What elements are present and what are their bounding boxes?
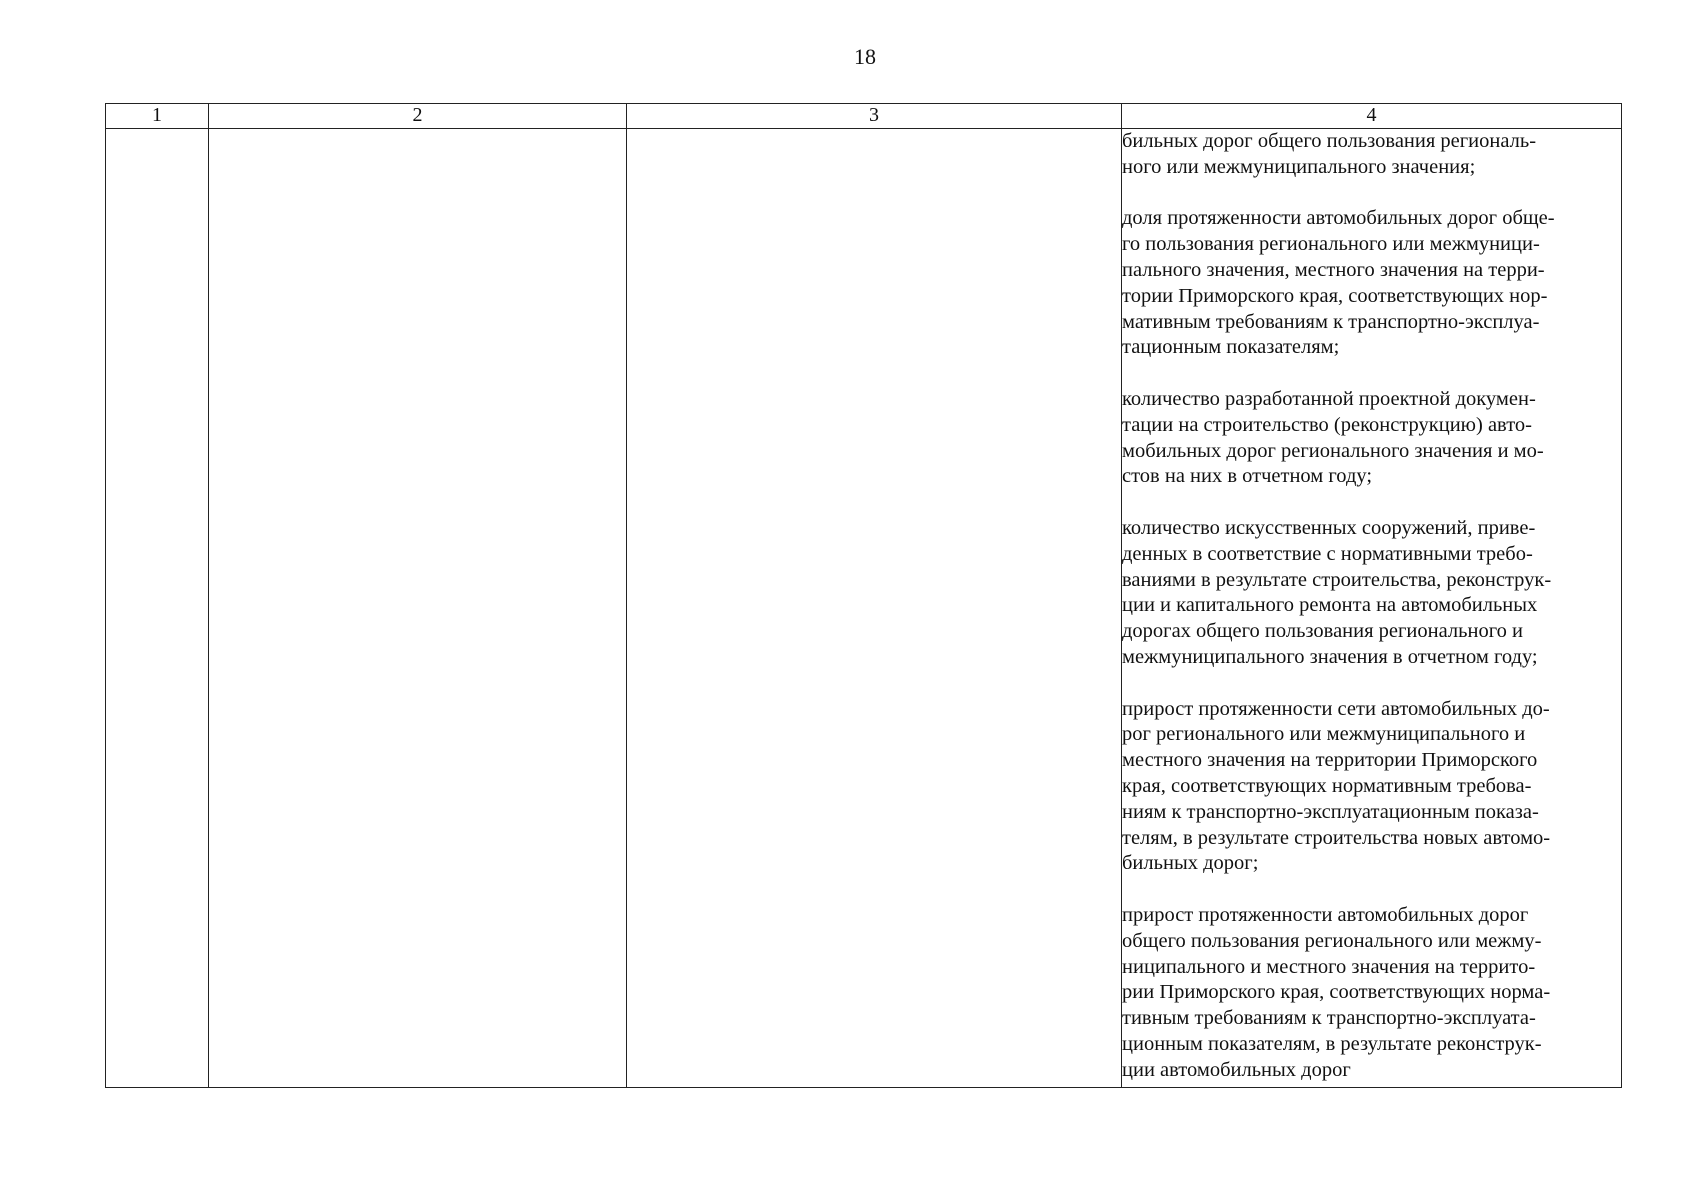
indicator-paragraph <box>1122 206 1621 361</box>
text-line: денных в соответствие с нормативными требо- <box>1122 542 1533 565</box>
column-header-2: 2 <box>209 104 627 129</box>
text-line: прирост протяженности сети автомобильных до- <box>1122 697 1550 720</box>
indicator-paragraph <box>1122 697 1621 878</box>
column-header-3: 3 <box>627 104 1122 129</box>
text-line: доля протяженности автомобильных дорог обще- <box>1122 207 1555 230</box>
cell-column-2 <box>209 129 627 1088</box>
text-line: прирост протяженности автомобильных дорог <box>1122 903 1529 926</box>
text-line: телям, в результате строительства новых автомо- <box>1122 826 1551 849</box>
page-number: 18 <box>854 44 876 69</box>
indicator-paragraph <box>1122 516 1621 671</box>
text-line: ционным показателям, в результате реконструк- <box>1122 1032 1542 1055</box>
text-line: общего пользования регионального или межму- <box>1122 929 1542 952</box>
text-line: тационным показателям; <box>1122 336 1340 359</box>
text-line: тивным требованиям к транспортно-эксплуата- <box>1122 1007 1536 1030</box>
text-line: тации на строительство (реконструкцию) авто- <box>1122 413 1532 436</box>
text-line: го пользования регионального или межмуници- <box>1122 233 1540 256</box>
text-line: межмуниципального значения в отчетном году; <box>1122 645 1538 668</box>
indicator-paragraph <box>1122 129 1621 181</box>
text-line: стов на них в отчетном году; <box>1122 465 1373 488</box>
text-line: мативным требованиям к транспортно-эксплуа- <box>1122 310 1540 333</box>
text-line: бильных дорог; <box>1122 852 1259 875</box>
text-line: рог регионального или межмуниципального и <box>1122 723 1526 746</box>
text-line: мобильных дорог регионального значения и мо- <box>1122 439 1544 462</box>
text-line: ного или межмуниципального значения; <box>1122 155 1476 178</box>
text-line: количество искусственных сооружений, приве- <box>1122 516 1536 539</box>
text-line: тории Приморского края, соответствующих нор- <box>1122 284 1548 307</box>
table-header-row <box>106 104 1622 129</box>
text-line: ваниями в результате строительства, реконструк- <box>1122 568 1552 591</box>
text-line: ции и капитального ремонта на автомобильных <box>1122 594 1538 617</box>
text-line: дорогах общего пользования регионального и <box>1122 620 1523 643</box>
text-line: местного значения на территории Приморского <box>1122 749 1538 772</box>
document-table <box>105 103 1622 1088</box>
cell-column-3 <box>627 129 1122 1088</box>
table-row <box>106 129 1622 1088</box>
column-header-4: 4 <box>1122 104 1622 129</box>
text-line: ниципального и местного значения на террито- <box>1122 955 1536 978</box>
column-header-1: 1 <box>106 104 209 129</box>
text-line: бильных дорог общего пользования региональ- <box>1122 130 1537 152</box>
text-line: ции автомобильных дорог <box>1122 1058 1351 1081</box>
text-line: рии Приморского края, соответствующих норма- <box>1122 981 1551 1004</box>
text-line: пального значения, местного значения на терри- <box>1122 258 1545 281</box>
cell-column-1 <box>106 129 209 1088</box>
text-line: количество разработанной проектной докумен- <box>1122 387 1536 410</box>
indicator-paragraph <box>1122 387 1621 490</box>
text-line: ниям к транспортно-эксплуатационным показа- <box>1122 800 1539 823</box>
indicator-paragraph <box>1122 903 1621 1084</box>
cell-column-4 <box>1122 129 1622 1088</box>
text-line: края, соответствующих нормативным требова- <box>1122 774 1532 797</box>
